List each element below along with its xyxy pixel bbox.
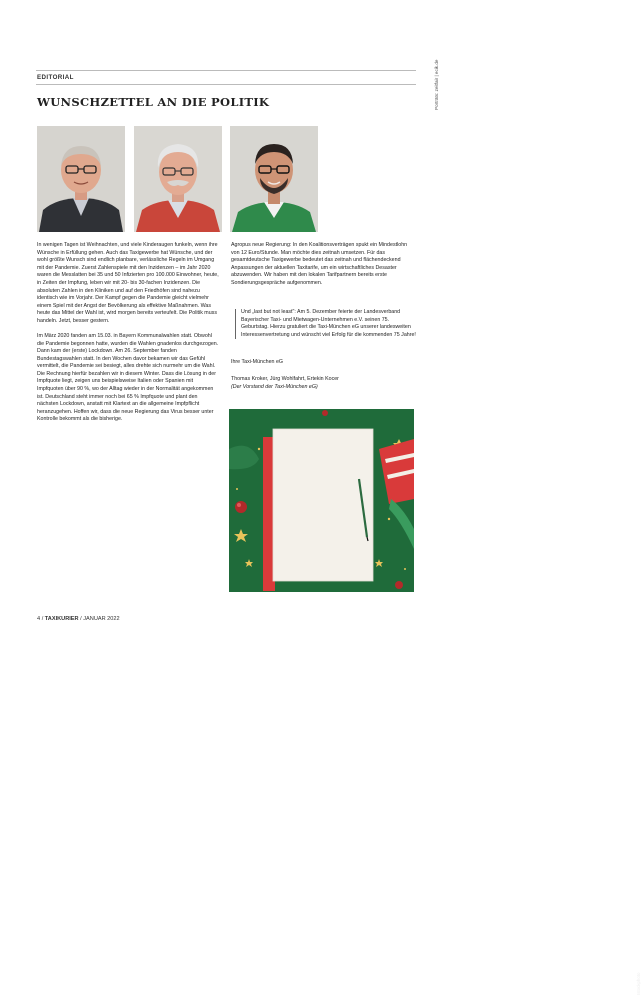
- page-footer: [37, 616, 120, 622]
- christmas-illustration: [229, 409, 641, 995]
- portrait-credit: [426, 30, 439, 110]
- paragraph-2: Im März 2020 fanden am 15.03. in Bayern Kommunalwahlen statt. Obwohl die Pandemie begonnen hatte, wurden die Wahlen gnadenlos durchgezogen. Dann kam der (erste) Lockdown. Am 26. September fanden Bundestagswahlen statt. In den Wochen davor bekamen wir das Gefühl vermittelt, die Pandemie sei besiegt, alles drehte sich nurmehr um die Wahl. Die Rechnung hierfür bezahlen wir in diesem Winter. Dass die Lösung in der Impfquote liegt, zeigen uns beispielsweise Italien oder Spanien mit Impfquoten über 90 %, wo der Alltag wieder in der Normalität angekommen ist. Deutschland steht immer noch bei 65 % Impfquote und plant den nächsten Lockdown, anstatt mit Klartext an die allgemeine Impfpflicht heranzugehen. Hoffen wir, dass die neue Regierung das Virus besser unter Kontrolle bekommt als die bisherige.: [37, 332, 219, 423]
- top-rule: [36, 70, 416, 71]
- footer-separator-2: /: [80, 616, 84, 622]
- signatories-role: (Der Vorstand der Taxi-München eG): [231, 384, 318, 390]
- headline: WUNSCHZETTEL AN DIE POLITIK: [37, 95, 270, 109]
- anniversary-note-text: Und „last but not least": Am 5. Dezember feierte der Landesverband Bayerischer Taxi- und Mietwagen-Unternehmen e.V. seinen 75. Geburtstag. Hierzu gratuliert die Taxi-München eG unserer landesweiten Interessenvertretung und wünscht viel Erfolg für die kommenden 75 Jahre!: [241, 309, 416, 338]
- image-credit: [630, 965, 641, 995]
- magazine-name: TAXIKURIER: [44, 616, 79, 622]
- paragraph-3: Agropus neue Regierung: In den Koalitionsverträgen spukt ein Mindestlohn von 12 Euro/Stunde. Man möchte dies zeitnah umsetzen. Für das gesamtdeutsche Taxigewerbe bedeutet das zeitnah und flächendeckend Anpassungen der aktuellen Taxitarife, um ein wirtschaftliches Desaster abzuwenden. Wir haben mit den lokalen Tarifpartnern bereits erste Sondierungsgespräche aufgenommen.: [231, 242, 408, 286]
- page-number: 4: [37, 616, 41, 622]
- anniversary-note: [235, 309, 417, 339]
- section-label: EDITORIAL: [37, 74, 74, 81]
- left-column: [37, 242, 220, 424]
- image-credit-text: Istockphoto: [636, 972, 641, 995]
- portrait-2: [134, 126, 222, 232]
- right-column: [231, 242, 414, 288]
- portrait-1: [37, 126, 125, 232]
- signatories: Thomas Kroker, Jürg Wohlfahrt, Ertekin Kocer: [231, 376, 339, 382]
- portrait-3: [230, 126, 318, 232]
- issue-date: JANUAR 2022: [83, 616, 120, 622]
- footer-separator: /: [41, 616, 45, 622]
- section-rule: [36, 84, 416, 85]
- greeting: Ihre Taxi-München eG: [231, 359, 284, 365]
- paragraph-1: In wenigen Tagen ist Weihnachten, und viele Kinderaugen funkeln, wenn ihre Wünsche in Erfüllung gehen. Auch das Taxigewerbe hat Wünsche, und der wohl größte Wunsch sind endlich planbare, verlässliche Regeln im Umgang mit der Pandemie. Zuerst Zahlenspiele mit den Inzidenzen – im Jahr 2020 waren die Messlatten bei 35 und 50 Infizierten pro 100.000 Einwohner, heute, in Zeiten der Impfung, leben wir mit 20- bis 30-fachen Inzidenzen. Die absoluten Zahlen in den Kliniken und auf den Friedhöfen sind nahezu identisch wie im Vorjahr. Der Kampf gegen die Pandemie gleicht vielmehr einem Spiel mit der Angst der Bevölkerung als effektive Maßnahmen. Was heute das Mittel der Wahl ist, wird morgen bereits verteufelt. Die Politik muss handeln. Jetzt, besser gestern.: [37, 242, 219, 324]
- portrait-credit-text: Porträts: zeitfair | ecik.de: [434, 59, 439, 110]
